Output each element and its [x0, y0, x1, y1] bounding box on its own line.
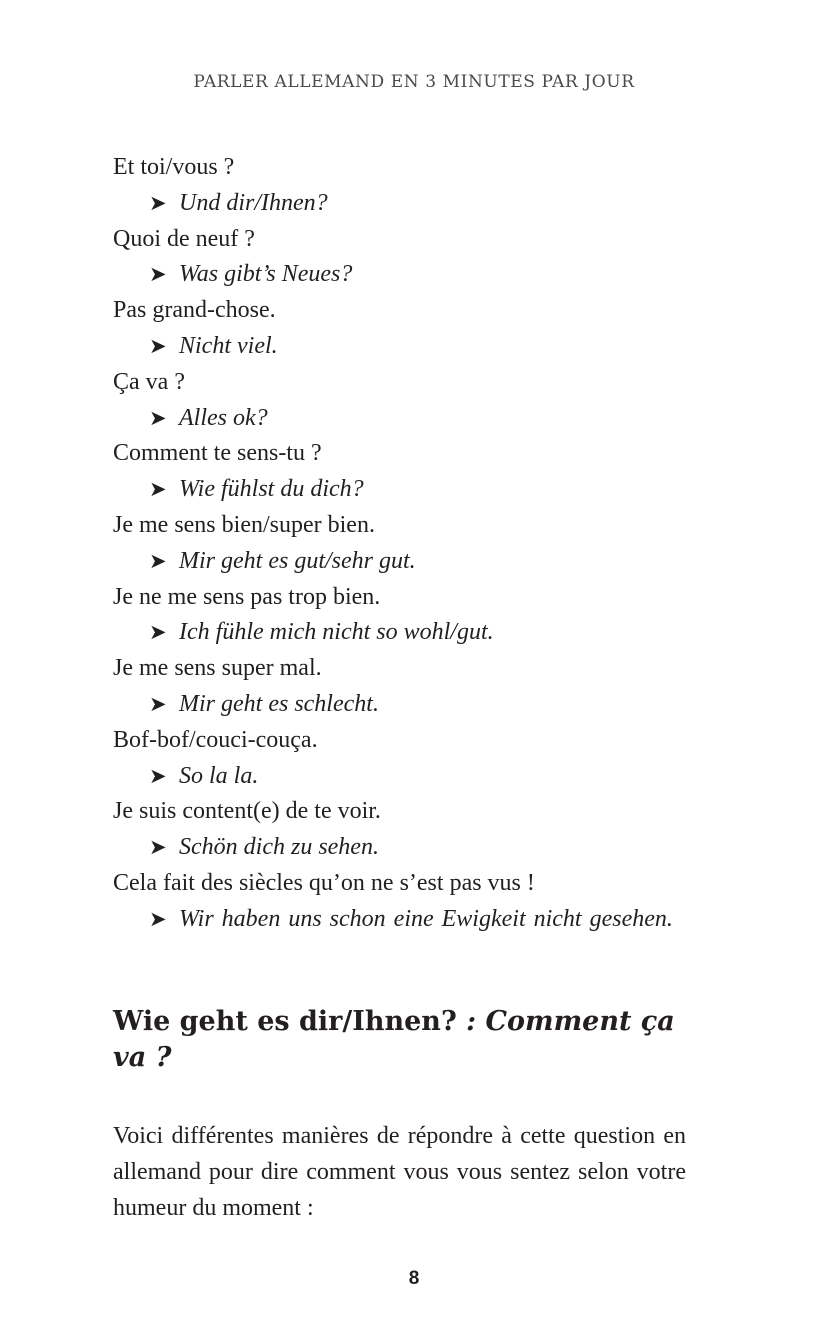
phrase-german — [113, 615, 693, 651]
section-heading-french: : Comment ça va ? — [113, 1006, 675, 1073]
phrase-german — [113, 759, 693, 795]
phrase-french: Cela fait des siècles qu’on ne s’est pas vus ! — [113, 869, 535, 896]
phrase-french: Comment te sens-tu ? — [113, 440, 322, 467]
phrase-german — [113, 472, 693, 508]
phrase-german — [113, 902, 693, 938]
phrase-french: Ça va ? — [113, 368, 185, 395]
phrase-german-text: Wir haben uns schon eine Ewigkeit nicht gesehen. — [179, 905, 673, 932]
arrow-icon: ➤ — [149, 190, 167, 215]
phrase-german — [113, 329, 693, 365]
phrase-german-text: Alles ok? — [179, 404, 268, 431]
arrow-icon: ➤ — [149, 405, 167, 430]
arrow-icon: ➤ — [149, 477, 167, 502]
arrow-icon: ➤ — [149, 763, 167, 788]
phrase-german-text: Nicht viel. — [179, 332, 278, 359]
arrow-icon: ➤ — [149, 691, 167, 716]
phrase-german-text: Mir geht es schlecht. — [179, 690, 379, 717]
phrase-french: Je me sens bien/super bien. — [113, 511, 375, 538]
page-number: 8 — [408, 1268, 420, 1289]
phrase-german-text: Und dir/Ihnen? — [179, 189, 328, 216]
section-heading — [113, 1004, 693, 1076]
phrase-french: Pas grand-chose. — [113, 297, 276, 324]
intro-paragraph: Voici différentes manières de répondre à cette question en allemand pour dire comment vous vous sentez selon votre humeur du moment : — [113, 1123, 686, 1221]
phrase-french: Je me sens super mal. — [113, 655, 322, 682]
phrase-german — [113, 186, 693, 222]
phrase-german — [113, 257, 693, 293]
section-heading-german: Wie geht es dir/Ihnen? — [113, 1006, 457, 1037]
arrow-icon: ➤ — [149, 906, 167, 931]
arrow-icon: ➤ — [149, 835, 167, 860]
phrase-german-text: Was gibt’s Neues? — [179, 261, 353, 288]
running-header: PARLER ALLEMAND EN 3 MINUTES PAR JOUR — [193, 72, 635, 92]
phrase-french: Et toi/vous ? — [113, 154, 235, 180]
phrase-german-text: Mir geht es gut/sehr gut. — [179, 547, 416, 574]
phrase-german — [113, 401, 693, 437]
phrase-french: Bof-bof/couci-couça. — [113, 726, 318, 753]
arrow-icon: ➤ — [149, 333, 167, 358]
arrow-icon: ➤ — [149, 548, 167, 573]
phrase-german-text: Wie fühlst du dich? — [179, 476, 364, 503]
phrase-german-text: So la la. — [179, 762, 259, 789]
phrase-german-text: Ich fühle mich nicht so wohl/gut. — [179, 619, 494, 646]
phrase-german — [113, 687, 693, 723]
phrase-german-text: Schön dich zu sehen. — [179, 834, 379, 861]
arrow-icon: ➤ — [149, 262, 167, 287]
phrase-german — [113, 544, 693, 580]
phrase-french: Quoi de neuf ? — [113, 225, 255, 252]
arrow-icon: ➤ — [149, 620, 167, 645]
phrase-french: Je suis content(e) de te voir. — [113, 798, 381, 825]
phrase-german — [113, 830, 693, 866]
phrase-list — [113, 150, 693, 938]
phrase-french: Je ne me sens pas trop bien. — [113, 583, 381, 610]
